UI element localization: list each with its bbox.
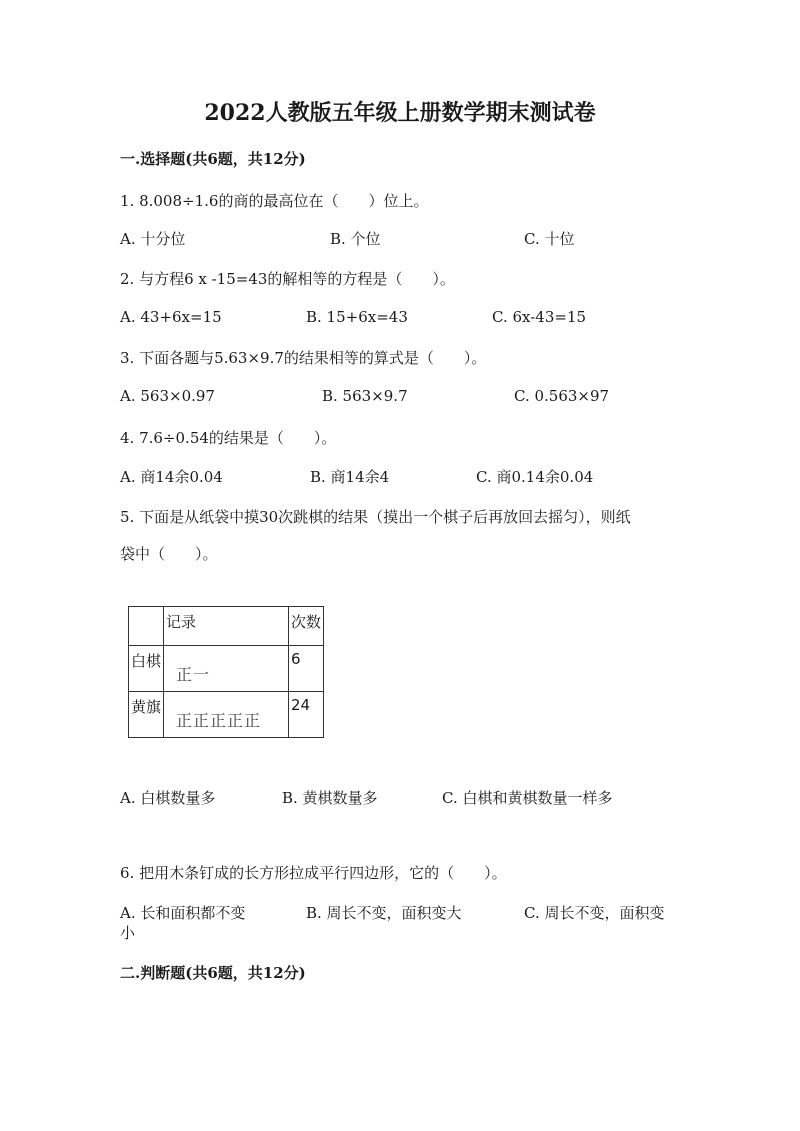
- question-2-option-b: B. 15+6x=43: [306, 308, 408, 326]
- question-5-stem-line1: 5. 下面是从纸袋中摸30次跳棋的结果（摸出一个棋子后再放回去摇匀），则纸: [120, 508, 631, 526]
- row-tally-white: [164, 646, 289, 692]
- question-5-stem-line2: 袋中（ ）。: [120, 545, 218, 563]
- tally-table: [128, 606, 324, 738]
- question-2-stem: 2. 与方程6 x -15=43的解相等的方程是（ ）。: [120, 270, 455, 288]
- question-2-option-a: A. 43+6x=15: [120, 308, 222, 326]
- question-1-stem: 1. 8.008÷1.6的商的最高位在（ ）位上。: [120, 192, 429, 210]
- question-5-option-a: A. 白棋数量多: [120, 789, 216, 807]
- row-tally-yellow: [164, 692, 289, 738]
- question-6-option-b: B. 周长不变，面积变大: [306, 904, 462, 922]
- tally-marks-yellow: 正正正正正: [176, 711, 262, 730]
- tally-marks-white: 正一: [176, 665, 211, 684]
- row-label-yellow: 黄旗: [129, 692, 164, 738]
- question-6-option-c: C. 周长不变，面积变: [524, 904, 665, 922]
- table-header-record: 记录: [164, 607, 289, 646]
- question-5-option-c: C. 白棋和黄棋数量一样多: [442, 789, 613, 807]
- question-1-option-b: B. 个位: [330, 230, 381, 248]
- question-6-option-a: A. 长和面积都不变: [120, 904, 246, 922]
- question-3-option-b: B. 563×9.7: [322, 387, 408, 405]
- question-6-stem: 6. 把用木条钉成的长方形拉成平行四边形，它的（ ）。: [120, 864, 507, 882]
- page-title: 2022人教版五年级上册数学期末测试卷: [204, 100, 596, 126]
- question-6-option-c-wrap: 小: [120, 924, 136, 942]
- table-row: [129, 692, 324, 738]
- question-2-option-c: C. 6x-43=15: [492, 308, 587, 326]
- row-count-yellow: 24: [289, 692, 324, 738]
- section-heading-choice: 一.选择题(共6题，共12分): [120, 150, 306, 168]
- question-5-option-b: B. 黄棋数量多: [282, 789, 378, 807]
- question-3-option-a: A. 563×0.97: [120, 387, 215, 405]
- question-3-option-c: C. 0.563×97: [514, 387, 610, 405]
- row-label-white: 白棋: [129, 646, 164, 692]
- table-header-count: 次数: [289, 607, 324, 646]
- question-1-option-c: C. 十位: [524, 230, 575, 248]
- row-count-white: 6: [289, 646, 324, 692]
- table-header-row: [129, 607, 324, 646]
- question-4-option-a: A. 商14余0.04: [120, 468, 223, 486]
- question-4-option-b: B. 商14余4: [310, 468, 390, 486]
- question-4-option-c: C. 商0.14余0.04: [476, 468, 594, 486]
- question-1-option-a: A. 十分位: [120, 230, 186, 248]
- table-header-empty: [129, 607, 164, 646]
- question-4-stem: 4. 7.6÷0.54的结果是（ ）。: [120, 429, 337, 447]
- table-row: [129, 646, 324, 692]
- section-heading-judgement: 二.判断题(共6题，共12分): [120, 964, 306, 982]
- question-3-stem: 3. 下面各题与5.63×9.7的结果相等的算式是（ ）。: [120, 349, 487, 367]
